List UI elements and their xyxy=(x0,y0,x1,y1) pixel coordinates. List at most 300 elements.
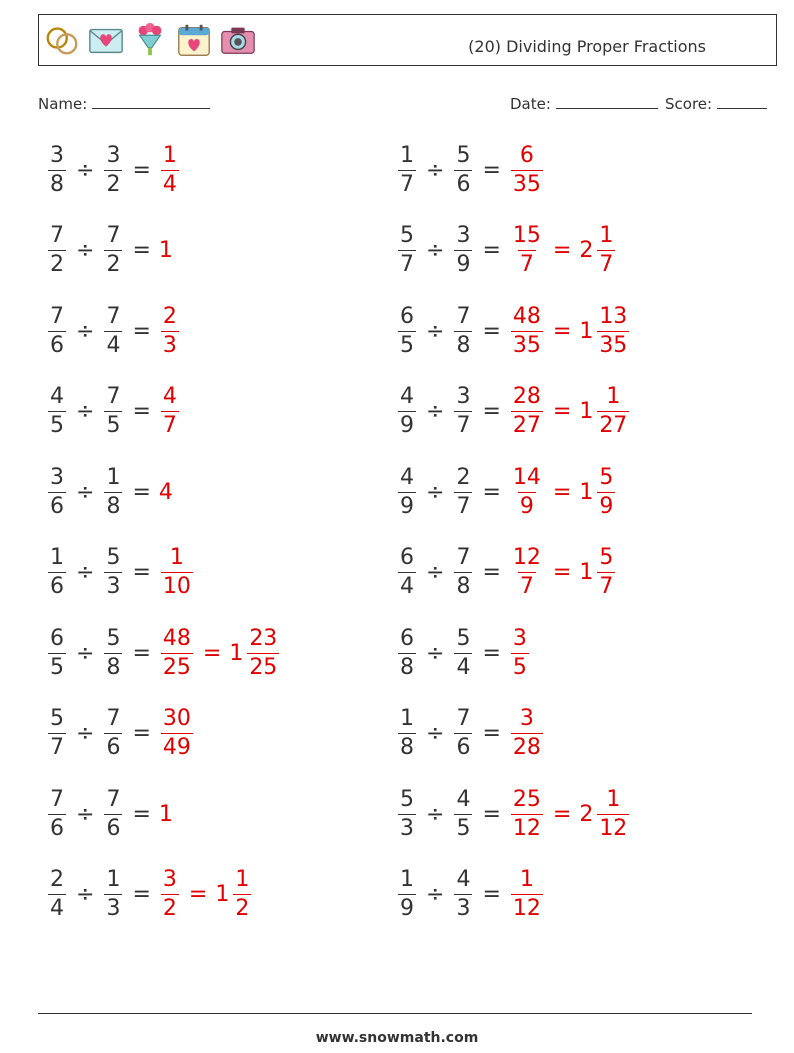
dividend-fraction xyxy=(48,225,66,276)
answer-fraction-numerator: 3 xyxy=(519,706,534,731)
dividend-fraction xyxy=(48,869,66,920)
divisor-fraction-numerator: 5 xyxy=(456,142,471,168)
divisor-fraction xyxy=(454,708,472,759)
dividend-fraction-numerator: 4 xyxy=(400,384,414,409)
divisor-fraction xyxy=(454,464,472,519)
divisor-fraction-numerator: 4 xyxy=(456,786,471,812)
equals-sign: = xyxy=(482,157,501,183)
divisor-fraction-numerator: 2 xyxy=(456,464,471,490)
divisor-fraction-numerator: 1 xyxy=(106,867,121,892)
answer xyxy=(509,303,545,358)
divisor-fraction-denominator: 3 xyxy=(106,574,121,599)
divisor-fraction-denominator: 7 xyxy=(456,493,471,519)
dividend-fraction-numerator: 6 xyxy=(50,625,64,651)
answer-fraction xyxy=(511,869,543,920)
dividend-fraction-numerator: 6 xyxy=(400,625,414,651)
answer-fraction-denominator: 28 xyxy=(512,735,541,760)
answer-fraction xyxy=(161,142,179,197)
answer-fraction xyxy=(161,625,193,680)
answer-fraction-numerator: 28 xyxy=(512,384,541,409)
dividend-fraction xyxy=(48,547,66,598)
answer-fraction xyxy=(161,708,193,759)
answer-equals-sign: = xyxy=(188,882,208,907)
answer-fraction-denominator: 5 xyxy=(512,654,527,680)
answer xyxy=(229,625,281,680)
answer-fraction-denominator: 4 xyxy=(162,171,177,197)
divide-sign: ÷ xyxy=(426,801,445,827)
divisor-fraction xyxy=(454,303,472,358)
equals-sign: = xyxy=(482,882,501,907)
answer-fraction xyxy=(161,386,179,437)
dividend-fraction-numerator: 3 xyxy=(50,464,64,490)
dividend-fraction-numerator: 5 xyxy=(400,786,414,812)
equals-sign: = xyxy=(132,801,151,827)
answer xyxy=(159,802,173,827)
equals-sign: = xyxy=(482,721,501,746)
divide-sign: ÷ xyxy=(76,479,95,505)
answer-fraction-numerator: 1 xyxy=(235,867,250,892)
answer-fraction-numerator: 12 xyxy=(512,545,541,570)
equals-sign: = xyxy=(132,882,151,907)
problem-item xyxy=(396,865,545,925)
dividend-fraction-denominator: 7 xyxy=(400,252,414,277)
answer-whole: 1 xyxy=(229,640,244,666)
dividend-fraction-numerator: 7 xyxy=(50,303,64,329)
answer-fraction xyxy=(597,386,629,437)
divide-sign: ÷ xyxy=(76,721,95,746)
divisor-fraction-numerator: 7 xyxy=(106,706,121,731)
answer xyxy=(159,625,195,680)
dividend-fraction-denominator: 2 xyxy=(50,252,64,277)
answer-fraction-numerator: 1 xyxy=(519,867,534,892)
divisor-fraction xyxy=(104,625,122,680)
divisor-fraction xyxy=(454,142,472,197)
answer-whole: 2 xyxy=(579,238,594,263)
divisor-fraction-numerator: 5 xyxy=(106,545,121,570)
problem-item xyxy=(396,140,545,200)
answer xyxy=(509,142,545,197)
answer-equals-sign: = xyxy=(552,479,572,505)
divisor-fraction xyxy=(104,464,122,519)
answer-fraction-denominator: 2 xyxy=(235,896,250,921)
equals-sign: = xyxy=(132,238,151,263)
divide-sign: ÷ xyxy=(426,640,445,666)
footer-divider xyxy=(38,1013,752,1014)
dividend-fraction-numerator: 6 xyxy=(400,303,414,329)
dividend-fraction-numerator: 1 xyxy=(400,867,414,892)
answer-fraction-numerator: 48 xyxy=(162,625,191,651)
divide-sign: ÷ xyxy=(76,238,95,263)
answer xyxy=(509,464,545,519)
equals-sign: = xyxy=(482,318,501,344)
flower-bouquet-icon xyxy=(131,21,169,59)
divisor-fraction-denominator: 3 xyxy=(456,896,471,921)
equals-sign: = xyxy=(132,721,151,746)
answer-fraction-numerator: 15 xyxy=(512,223,541,248)
answer xyxy=(159,142,181,197)
answer-fraction xyxy=(597,547,615,598)
answer-whole: 2 xyxy=(579,801,594,827)
dividend-fraction-denominator: 7 xyxy=(50,735,64,760)
answer-fraction-numerator: 23 xyxy=(249,625,278,651)
dividend-fraction xyxy=(48,464,66,519)
divisor-fraction-numerator: 7 xyxy=(106,786,121,812)
dividend-fraction-denominator: 9 xyxy=(400,413,414,438)
answer-fraction-denominator: 27 xyxy=(512,413,541,438)
answer-fraction xyxy=(511,142,543,197)
dividend-fraction-denominator: 6 xyxy=(50,574,64,599)
divisor-fraction xyxy=(104,547,122,598)
divide-sign: ÷ xyxy=(426,560,445,585)
header-icons xyxy=(43,21,257,59)
answer-fraction xyxy=(161,303,179,358)
divide-sign: ÷ xyxy=(426,318,445,344)
answer-fraction xyxy=(597,303,629,358)
answer-fraction-denominator: 35 xyxy=(599,332,628,358)
answer-fraction-denominator: 10 xyxy=(162,574,191,599)
problem-item xyxy=(396,382,631,442)
dividend-fraction xyxy=(398,869,416,920)
divide-sign: ÷ xyxy=(76,882,95,907)
dividend-fraction xyxy=(398,625,416,680)
problem-item xyxy=(46,382,181,442)
dividend-fraction-numerator: 7 xyxy=(50,786,64,812)
answer-fraction xyxy=(161,869,179,920)
problem-item xyxy=(396,462,617,522)
equals-sign: = xyxy=(132,560,151,585)
divide-sign: ÷ xyxy=(76,157,95,183)
divisor-fraction xyxy=(454,625,472,680)
problem-item xyxy=(396,301,631,361)
answer xyxy=(159,869,181,920)
date-blank xyxy=(556,94,658,109)
dividend-fraction xyxy=(398,386,416,437)
problem-item xyxy=(46,301,181,361)
answer-fraction-denominator: 2 xyxy=(162,896,177,921)
problem-item xyxy=(396,704,545,764)
answer xyxy=(509,225,545,276)
answer-fraction-denominator: 9 xyxy=(599,493,614,519)
divisor-fraction-numerator: 3 xyxy=(456,384,471,409)
equals-sign: = xyxy=(482,801,501,827)
answer xyxy=(579,464,617,519)
answer-fraction-denominator: 25 xyxy=(162,654,191,680)
score-label: Score: xyxy=(665,95,713,113)
answer-fraction-denominator: 3 xyxy=(162,332,177,358)
problem-item xyxy=(46,140,181,200)
answer-fraction-numerator: 3 xyxy=(512,625,527,651)
equals-sign: = xyxy=(482,479,501,505)
dividend-fraction-numerator: 5 xyxy=(400,223,414,248)
dividend-fraction-numerator: 1 xyxy=(400,142,414,168)
divisor-fraction-denominator: 8 xyxy=(456,332,471,358)
dividend-fraction-denominator: 6 xyxy=(50,332,64,358)
divisor-fraction-denominator: 2 xyxy=(106,171,121,197)
divisor-fraction xyxy=(454,386,472,437)
dividend-fraction xyxy=(398,142,416,197)
answer-fraction xyxy=(597,786,629,841)
answer xyxy=(159,480,173,505)
divide-sign: ÷ xyxy=(426,238,445,263)
rings-icon xyxy=(43,21,81,59)
answer-fraction xyxy=(597,464,615,519)
dividend-fraction-denominator: 9 xyxy=(400,493,414,519)
answer-fraction xyxy=(233,869,251,920)
divisor-fraction-numerator: 3 xyxy=(456,223,471,248)
equals-sign: = xyxy=(482,560,501,585)
answer xyxy=(509,708,545,759)
divisor-fraction-denominator: 2 xyxy=(106,252,121,277)
answer-fraction-numerator: 13 xyxy=(599,303,628,329)
divisor-fraction-denominator: 6 xyxy=(456,171,471,197)
name-field xyxy=(38,94,210,113)
answer-fraction-denominator: 7 xyxy=(519,252,534,277)
dividend-fraction xyxy=(48,142,66,197)
dividend-fraction-denominator: 7 xyxy=(400,171,414,197)
answer-fraction-numerator: 4 xyxy=(162,384,177,409)
divisor-fraction xyxy=(104,303,122,358)
divisor-fraction-numerator: 4 xyxy=(456,867,471,892)
answer-fraction-numerator: 1 xyxy=(606,786,621,812)
problem-item xyxy=(46,221,173,281)
divide-sign: ÷ xyxy=(426,479,445,505)
divisor-fraction xyxy=(104,386,122,437)
dividend-fraction xyxy=(398,225,416,276)
divide-sign: ÷ xyxy=(76,560,95,585)
answer-fraction-denominator: 35 xyxy=(512,332,541,358)
equals-sign: = xyxy=(482,399,501,424)
answer-equals-sign: = xyxy=(552,399,572,424)
dividend-fraction xyxy=(398,303,416,358)
answer-fraction-denominator: 12 xyxy=(599,815,628,841)
answer-equals-sign: = xyxy=(552,560,572,585)
equals-sign: = xyxy=(482,238,501,263)
answer-fraction-numerator: 3 xyxy=(162,867,177,892)
dividend-fraction xyxy=(398,547,416,598)
divide-sign: ÷ xyxy=(76,801,95,827)
dividend-fraction-numerator: 5 xyxy=(50,706,64,731)
equals-sign: = xyxy=(132,399,151,424)
divisor-fraction-denominator: 8 xyxy=(106,493,121,519)
footer-site: www.snowmath.com xyxy=(315,1030,479,1046)
answer-whole: 1 xyxy=(579,479,594,505)
answer-fraction-numerator: 48 xyxy=(512,303,541,329)
answer-whole: 1 xyxy=(579,560,594,585)
divide-sign: ÷ xyxy=(76,399,95,424)
divisor-fraction-denominator: 6 xyxy=(106,735,121,760)
answer xyxy=(579,786,631,841)
dividend-fraction-denominator: 5 xyxy=(400,332,414,358)
answer-fraction-numerator: 5 xyxy=(599,464,614,490)
answer-whole: 4 xyxy=(158,479,173,505)
divisor-fraction-denominator: 6 xyxy=(456,735,471,760)
answer-whole: 1 xyxy=(158,238,173,263)
divisor-fraction xyxy=(454,547,472,598)
divisor-fraction-numerator: 7 xyxy=(456,706,471,731)
answer-fraction-numerator: 1 xyxy=(162,142,177,168)
dividend-fraction-denominator: 6 xyxy=(50,815,64,841)
dividend-fraction xyxy=(48,303,66,358)
dividend-fraction-denominator: 9 xyxy=(400,896,414,921)
name-blank xyxy=(92,94,210,109)
dividend-fraction-denominator: 6 xyxy=(50,493,64,519)
answer-fraction xyxy=(511,708,543,759)
answer-fraction-numerator: 2 xyxy=(162,303,177,329)
answer-whole: 1 xyxy=(579,318,594,344)
answer-whole: 1 xyxy=(158,801,173,827)
divisor-fraction-numerator: 5 xyxy=(456,625,471,651)
answer xyxy=(159,238,173,263)
answer-fraction xyxy=(511,225,543,276)
divisor-fraction-denominator: 9 xyxy=(456,252,471,277)
date-field xyxy=(510,94,658,113)
problem-item xyxy=(46,623,281,683)
answer-whole: 1 xyxy=(215,882,230,907)
dividend-fraction xyxy=(398,708,416,759)
answer-fraction-denominator: 49 xyxy=(162,735,191,760)
answer-fraction-numerator: 1 xyxy=(169,545,184,570)
divisor-fraction-numerator: 7 xyxy=(456,545,471,570)
dividend-fraction xyxy=(398,786,416,841)
problem-item xyxy=(46,704,195,764)
answer xyxy=(159,708,195,759)
divisor-fraction xyxy=(104,225,122,276)
divisor-fraction xyxy=(454,869,472,920)
divisor-fraction-denominator: 8 xyxy=(106,654,121,680)
answer xyxy=(509,625,531,680)
divisor-fraction-denominator: 7 xyxy=(456,413,471,438)
divisor-fraction xyxy=(104,869,122,920)
answer-fraction-numerator: 30 xyxy=(162,706,191,731)
divisor-fraction-denominator: 6 xyxy=(106,815,121,841)
dividend-fraction-numerator: 7 xyxy=(50,223,64,248)
answer-fraction xyxy=(247,625,279,680)
dividend-fraction-numerator: 1 xyxy=(400,706,414,731)
dividend-fraction xyxy=(48,708,66,759)
divide-sign: ÷ xyxy=(76,318,95,344)
answer xyxy=(509,386,545,437)
divisor-fraction-numerator: 5 xyxy=(106,625,121,651)
problem-item xyxy=(46,543,195,603)
divide-sign: ÷ xyxy=(426,882,445,907)
answer xyxy=(509,786,545,841)
score-field xyxy=(665,94,767,113)
dividend-fraction-numerator: 6 xyxy=(400,545,414,570)
answer-fraction-denominator: 7 xyxy=(162,413,177,438)
answer-fraction-denominator: 9 xyxy=(519,493,534,519)
dividend-fraction-denominator: 4 xyxy=(50,896,64,921)
dividend-fraction-denominator: 8 xyxy=(400,735,414,760)
equals-sign: = xyxy=(132,479,151,505)
answer-fraction xyxy=(511,625,529,680)
equals-sign: = xyxy=(482,640,501,666)
page-title: (20) Dividing Proper Fractions xyxy=(468,37,706,56)
answer-fraction-numerator: 5 xyxy=(599,545,614,570)
answer-fraction-numerator: 6 xyxy=(519,142,534,168)
divide-sign: ÷ xyxy=(76,640,95,666)
problem-item xyxy=(396,784,631,844)
answer-fraction-denominator: 7 xyxy=(519,574,534,599)
answer xyxy=(215,869,253,920)
divisor-fraction-denominator: 4 xyxy=(106,332,121,358)
divide-sign: ÷ xyxy=(426,399,445,424)
dividend-fraction xyxy=(48,386,66,437)
name-label: Name: xyxy=(38,95,88,113)
divisor-fraction xyxy=(454,225,472,276)
divisor-fraction-denominator: 4 xyxy=(456,654,471,680)
answer xyxy=(509,547,545,598)
answer-equals-sign: = xyxy=(552,801,572,827)
dividend-fraction-numerator: 4 xyxy=(400,464,414,490)
problem-item xyxy=(396,623,531,683)
answer xyxy=(579,547,617,598)
divisor-fraction-numerator: 7 xyxy=(456,303,471,329)
equals-sign: = xyxy=(132,157,151,183)
answer-fraction xyxy=(511,303,543,358)
divisor-fraction xyxy=(454,786,472,841)
answer xyxy=(159,547,195,598)
answer-fraction-numerator: 25 xyxy=(512,786,541,812)
divisor-fraction-numerator: 1 xyxy=(106,464,121,490)
answer-fraction-denominator: 27 xyxy=(599,413,628,438)
answer xyxy=(579,386,631,437)
dividend-fraction-numerator: 2 xyxy=(50,867,64,892)
answer-equals-sign: = xyxy=(552,238,572,263)
problem-item xyxy=(396,543,617,603)
score-blank xyxy=(717,94,767,109)
answer-fraction xyxy=(511,464,543,519)
dividend-fraction xyxy=(48,625,66,680)
divisor-fraction xyxy=(104,708,122,759)
answer-fraction-denominator: 7 xyxy=(599,252,614,277)
answer xyxy=(579,225,617,276)
divisor-fraction-numerator: 3 xyxy=(106,142,121,168)
answer-fraction xyxy=(511,547,543,598)
dividend-fraction-denominator: 8 xyxy=(50,171,64,197)
answer-equals-sign: = xyxy=(552,318,572,344)
answer xyxy=(579,303,631,358)
dividend-fraction xyxy=(398,464,416,519)
answer xyxy=(159,303,181,358)
dividend-fraction-numerator: 3 xyxy=(50,142,64,168)
dividend-fraction-numerator: 4 xyxy=(50,384,64,409)
problem-item xyxy=(46,784,173,844)
divisor-fraction-denominator: 3 xyxy=(106,896,121,921)
date-label: Date: xyxy=(510,95,551,113)
answer-fraction-numerator: 1 xyxy=(606,384,621,409)
answer-fraction-denominator: 12 xyxy=(512,815,541,841)
answer-equals-sign: = xyxy=(202,640,222,666)
dividend-fraction-numerator: 1 xyxy=(50,545,64,570)
answer-fraction xyxy=(597,225,615,276)
answer-fraction xyxy=(511,386,543,437)
answer-whole: 1 xyxy=(579,399,594,424)
divisor-fraction-denominator: 5 xyxy=(456,815,471,841)
answer-fraction-denominator: 25 xyxy=(249,654,278,680)
answer-fraction xyxy=(161,547,193,598)
equals-sign: = xyxy=(132,640,151,666)
divisor-fraction-denominator: 5 xyxy=(106,413,121,438)
problem-item xyxy=(46,462,173,522)
camera-icon xyxy=(219,21,257,59)
dividend-fraction xyxy=(48,786,66,841)
divisor-fraction-numerator: 7 xyxy=(106,223,121,248)
divide-sign: ÷ xyxy=(426,721,445,746)
answer-fraction-numerator: 1 xyxy=(599,223,614,248)
love-letter-icon xyxy=(87,21,125,59)
divisor-fraction xyxy=(104,142,122,197)
header-box xyxy=(38,14,777,66)
